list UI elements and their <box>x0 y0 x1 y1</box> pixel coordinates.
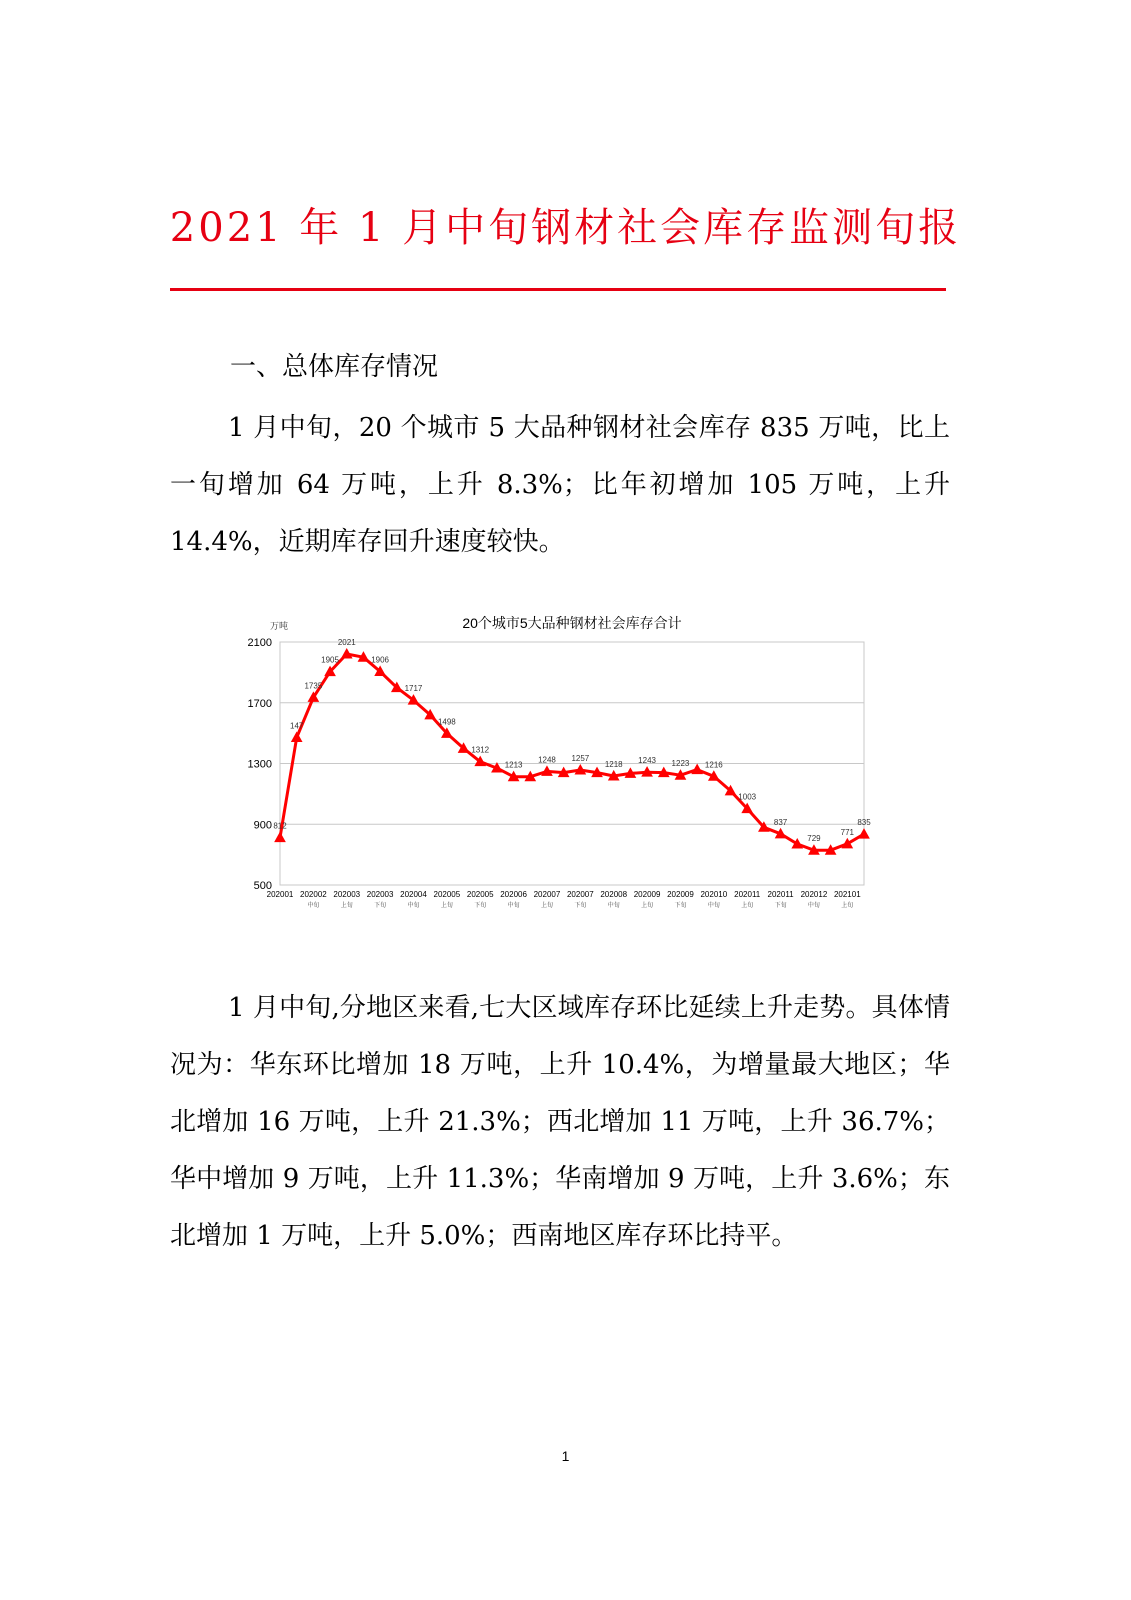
chart-x-ticks <box>267 890 862 909</box>
chart-data-labels <box>273 638 871 843</box>
paragraph-overall: 1 月中旬，20 个城市 5 大品种钢材社会库存 835 万吨，比上一旬增加 64 万吨，上升 8.3%；比年初增加 105 万吨，上升 14.4%，近期库存回升速度较快。 <box>170 413 950 557</box>
chart-y-tick-label: 2100 <box>247 637 272 649</box>
chart-x-tick-label: 202009 <box>633 890 661 899</box>
chart-data-label: 1905 <box>321 655 339 665</box>
chart-data-label: 147 <box>290 721 304 731</box>
chart-y-ticks <box>248 637 272 892</box>
chart-data-label: 1243 <box>638 756 656 766</box>
chart-x-tick-sublabel: 下旬 <box>674 903 687 909</box>
chart-x-tick-label: 202010 <box>700 890 728 899</box>
chart-x-tick-sublabel: 中旬 <box>407 903 420 909</box>
chart-y-axis-label: 万吨 <box>270 621 289 631</box>
chart-title: 20个城市5大品种钢材社会库存合计 <box>462 615 682 631</box>
chart-x-tick-label: 202007 <box>533 890 561 899</box>
chart-x-tick-label: 202011 <box>734 890 761 899</box>
chart-point-marker <box>275 833 285 842</box>
chart-data-label: 837 <box>773 817 788 827</box>
chart-x-tick-label: 202008 <box>600 890 628 899</box>
inventory-chart <box>232 605 882 915</box>
chart-x-tick-sublabel: 下旬 <box>574 903 587 909</box>
chart-x-tick-sublabel: 上旬 <box>741 903 754 909</box>
chart-x-tick-sublabel: 中旬 <box>807 903 820 909</box>
chart-data-label: 835 <box>857 818 871 828</box>
chart-data-label: 2021 <box>337 637 356 647</box>
section-heading: 一、总体库存情况 <box>230 352 439 382</box>
chart-data-label: 1218 <box>604 759 623 769</box>
chart-point-marker <box>692 765 702 774</box>
chart-x-tick-sublabel: 上旬 <box>841 903 854 909</box>
chart-x-tick-sublabel: 中旬 <box>607 903 620 909</box>
chart-y-tick-label: 900 <box>253 819 272 832</box>
chart-x-tick-sublabel: 下旬 <box>374 903 387 909</box>
chart-data-label: 1213 <box>504 760 523 770</box>
chart-data-label: 771 <box>840 827 854 837</box>
chart-point-marker <box>859 829 869 838</box>
page-number: 1 <box>561 1448 570 1464</box>
chart-x-tick-label: 202006 <box>500 890 527 899</box>
chart-data-label: 729 <box>807 834 821 844</box>
chart-x-tick-label: 202005 <box>433 890 461 899</box>
chart-x-tick-label: 202002 <box>300 890 327 899</box>
chart-data-label: 1312 <box>471 745 490 755</box>
chart-x-tick-label: 202011 <box>767 890 794 899</box>
chart-y-tick-label: 1300 <box>247 758 272 771</box>
chart-data-label: 1223 <box>671 759 690 769</box>
chart-x-tick-sublabel: 下旬 <box>474 903 487 909</box>
chart-data-label: 1216 <box>704 760 723 770</box>
chart-data-label: 1248 <box>538 755 556 765</box>
chart-grid <box>280 642 864 885</box>
chart-x-tick-label: 202007 <box>566 890 594 899</box>
chart-x-tick-label: 202001 <box>266 890 294 899</box>
chart-data-label: 1498 <box>437 717 456 727</box>
chart-data-label: 1906 <box>371 655 390 665</box>
chart-x-tick-sublabel: 上旬 <box>641 903 654 909</box>
chart-data-label: 1003 <box>738 792 757 802</box>
chart-data-label: 1735 <box>304 681 323 691</box>
chart-x-tick-label: 202004 <box>400 890 427 899</box>
chart-x-tick-label: 202003 <box>366 890 394 899</box>
chart-x-tick-label: 202012 <box>800 890 828 899</box>
chart-data-label: 812 <box>273 821 287 831</box>
chart-x-tick-sublabel: 上旬 <box>440 903 453 909</box>
chart-data-label: 1257 <box>571 754 590 764</box>
chart-x-tick-label: 202003 <box>333 890 361 899</box>
chart-x-tick-sublabel: 上旬 <box>340 903 353 909</box>
report-title: 2021 年 1 月中旬钢材社会库存监测旬报 <box>169 205 962 251</box>
chart-x-tick-label: 202005 <box>466 890 494 899</box>
chart-x-tick-sublabel: 中旬 <box>307 903 320 909</box>
chart-x-tick-sublabel: 下旬 <box>774 903 787 909</box>
chart-y-tick-label: 500 <box>253 880 272 892</box>
paragraph-regional: 1 月中旬,分地区来看,七大区域库存环比延续上升走势。具体情况为：华东环比增加 18 万吨，上升 10.4%，为增量最大地区；华北增加 16 万吨，上升 21.3%；西北增加 11 万吨，上升 36.7%；华中增加 9 万吨，上升 11.3%；华南增加 9 万吨，上升 3.6%；东北增加 1 万吨，上升 5.0%；西南地区库存环比持平。 <box>170 993 950 1251</box>
chart-y-tick-label: 1700 <box>247 697 272 710</box>
chart-data-label: 1717 <box>404 684 423 694</box>
chart-x-tick-label: 202009 <box>667 890 694 899</box>
title-divider <box>170 288 946 291</box>
chart-x-tick-label: 202101 <box>833 890 861 899</box>
chart-x-tick-sublabel: 上旬 <box>540 903 553 909</box>
chart-point-marker <box>292 733 302 742</box>
chart-x-tick-sublabel: 中旬 <box>507 903 520 909</box>
chart-x-tick-sublabel: 中旬 <box>707 903 720 909</box>
